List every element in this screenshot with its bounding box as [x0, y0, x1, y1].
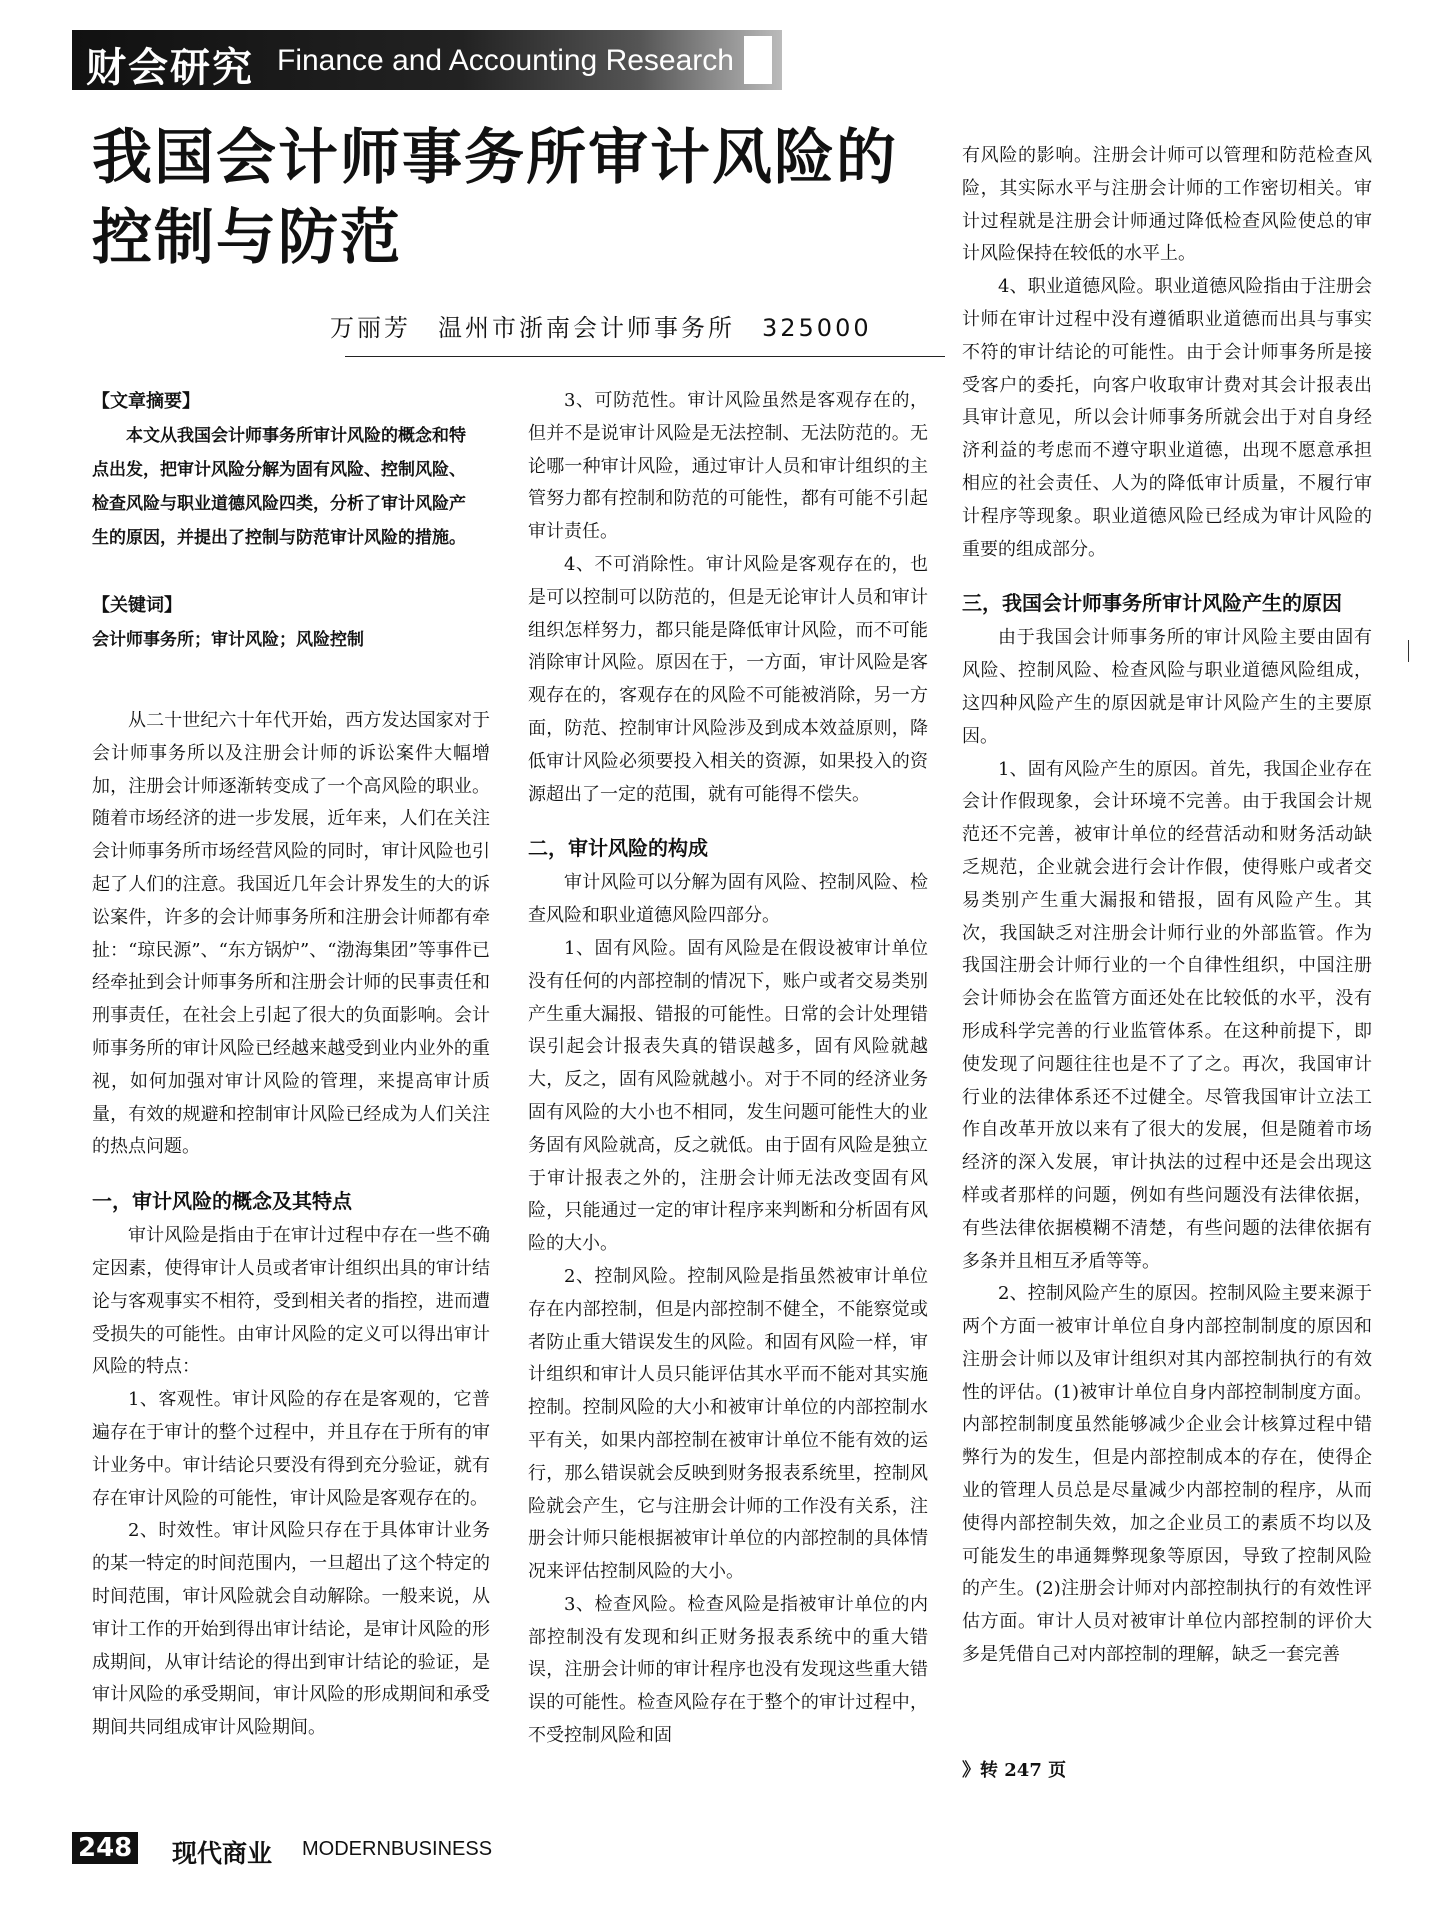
section-heading-3: 三，我国会计师事务所审计风险产生的原因 [962, 591, 1342, 616]
author-byline: 万丽芳 温州市浙南会计师事务所 325000 [330, 314, 872, 342]
continued-on-page-note: 》转 247 页 [962, 1760, 1067, 1781]
column-2 [528, 385, 928, 1753]
intro-paragraph: 从二十世纪六十年代开始，西方发达国家对于会计师事务所以及注册会计师的诉讼案件大幅增加，注册会计师逐渐转变成了一个高风险的职业。随着市场经济的进一步发展，近年来，人们在关注会计师事务所市场经营风险的同时，审计风险也引起了人们的注意。我国近几年会计界发生的大的诉讼案件，许多的会计师事务所和注册会计师都有牵扯：“琼民源”、“东方锅炉”、“渤海集团”等事件已经牵扯到会计师事务所和注册会计师的民事责任和刑事责任，在社会上引起了很大的负面影响。会计师事务所的审计风险已经越来越受到业内业外的重视，如何加强对审计风险的管理，来提高审计质量，有效的规避和控制审计风险已经成为人们关注的热点问题。 [92, 710, 490, 1158]
article-title-line-1: 我国会计师事务所审计风险的 [92, 123, 898, 193]
column-3 [962, 140, 1372, 1672]
keywords: 会计师事务所；审计风险；风险控制 [92, 630, 364, 650]
paragraph: 4、职业道德风险。职业道德风险指由于注册会计师在审计过程中没有遵循职业道德而出具与事实不符的审计结论的可能性。由于会计师事务所是接受客户的委托，向客户收取审计费对其会计报表出具审计意见，所以会计师事务所就会出于对自身经济利益的考虑而不遵守职业道德，出现不愿意承担相应的社会责任、人为的降低审计质量，不履行审计程序等现象。职业道德风险已经成为审计风险的重要的组成部分。 [962, 276, 1372, 560]
paragraph: 审计风险可以分解为固有风险、控制风险、检查风险和职业道德风险四部分。 [528, 872, 928, 927]
paragraph: 2、时效性。审计风险只存在于具体审计业务的某一特定的时间范围内，一旦超出了这个特定的时间范围，审计风险就会自动解除。一般来说，从审计工作的开始到得出审计结论，是审计风险的形成期间，从审计结论的得出到审计结论的验证，是审计风险的承受期间，审计风险的形成期间和承受期间共同组成审计风险期间。 [92, 1520, 490, 1739]
paragraph-continued: 有风险的影响。注册会计师可以管理和防范检查风险，其实际水平与注册会计师的工作密切相关。审计过程就是注册会计师通过降低检查风险使总的审计风险保持在较低的水平上。 [962, 145, 1372, 265]
article-title-line-2: 控制与防范 [92, 203, 402, 273]
section-heading-2: 二，审计风险的构成 [528, 836, 708, 861]
paragraph: 由于我国会计师事务所的审计风险主要由固有风险、控制风险、检查风险与职业道德风险组成，这四种风险产生的原因就是审计风险产生的主要原因。 [962, 627, 1372, 747]
page-number: 248 [72, 1832, 138, 1864]
abstract-text: 本文从我国会计师事务所审计风险的概念和特点出发，把审计风险分解为固有风险、控制风险、检查风险与职业道德风险四类，分析了审计风险产生的原因，并提出了控制与防范审计风险的措施。 [92, 426, 466, 548]
margin-mark [1408, 640, 1409, 662]
magazine-name-cn: 现代商业 [172, 1839, 273, 1868]
journal-section-en: Finance and Accounting Research [277, 44, 734, 77]
paragraph: 1、固有风险。固有风险是在假设被审计单位没有任何的内部控制的情况下，账户或者交易类别产生重大漏报、错报的可能性。日常的会计处理错误引起会计报表失真的错误越多，固有风险就越大，反之，固有风险就越小。对于不同的经济业务固有风险的大小也不相同，发生问题可能性大的业务固有风险就高，反之就低。由于固有风险是独立于审计报表之外的，注册会计师无法改变固有风险，只能通过一定的审计程序来判断和分析固有风险的大小。 [528, 937, 928, 1255]
paragraph: 3、检查风险。检查风险是指被审计单位的内部控制没有发现和纠正财务报表系统中的重大错误，注册会计师的审计程序也没有发现这些重大错误的可能性。检查风险存在于整个的审计过程中，不受控制风险和固 [528, 1593, 928, 1747]
byline-rule [345, 356, 945, 357]
journal-section-cn: 财会研究 [86, 45, 254, 91]
magazine-name-en: MODERNBUSINESS [302, 1838, 493, 1860]
section-heading-1: 一，审计风险的概念及其特点 [92, 1189, 352, 1214]
page-footer [72, 1832, 572, 1868]
paragraph: 2、控制风险产生的原因。控制风险主要来源于两个方面一被审计单位自身内部控制制度的原因和注册会计师以及审计组织对其内部控制执行的有效性的评估。(1)被审计单位自身内部控制制度方面。内部控制制度虽然能够减少企业会计核算过程中错弊行为的发生，但是内部控制成本的存在，使得企业的管理人员总是尽量减少内部控制的程序，从而使得内部控制失效，加之企业员工的素质不均以及可能发生的串通舞弊现象等原因，导致了控制风险的产生。(2)注册会计师对内部控制执行的有效性评估方面。审计人员对被审计单位内部控制的评价大多是凭借自己对内部控制的理解，缺乏一套完善 [962, 1283, 1372, 1666]
keywords-label: 【关键词】 [92, 595, 182, 616]
column-1 [92, 705, 490, 1745]
paragraph: 2、控制风险。控制风险是指虽然被审计单位存在内部控制，但是内部控制不健全，不能察觉或者防止重大错误发生的风险。和固有风险一样，审计组织和审计人员只能评估其水平而不能对其实施控制。控制风险的大小和被审计单位的内部控制水平有关，如果内部控制在被审计单位不能有效的运行，那么错误就会反映到财务报表系统里，控制风险就会产生，它与注册会计师的工作没有关系，注册会计师只能根据被审计单位的内部控制的具体情况来评估控制风险的大小。 [528, 1265, 928, 1583]
paragraph: 4、不可消除性。审计风险是客观存在的，也是可以控制可以防范的，但是无论审计人员和审计组织怎样努力，都只能是降低审计风险，而不可能消除审计风险。原因在于，一方面，审计风险是客观存在的，客观存在的风险不可能被消除，另一方面，防范、控制审计风险涉及到成本效益原则，降低审计风险必须要投入相关的资源，如果投入的资源超出了一定的范围，就有可能得不偿失。 [528, 553, 928, 805]
paragraph: 审计风险是指由于在审计过程中存在一些不确定因素，使得审计人员或者审计组织出具的审计结论与客观事实不相符，受到相关者的指控，进而遭受损失的可能性。由审计风险的定义可以得出审计风险的特点： [92, 1225, 490, 1378]
header-square-mark [744, 36, 772, 84]
paragraph: 3、可防范性。审计风险虽然是客观存在的，但并不是说审计风险是无法控制、无法防范的。无论哪一种审计风险，通过审计人员和审计组织的主管努力都有控制和防范的可能性，都有可能不引起审计责任。 [528, 390, 928, 543]
abstract-label: 【文章摘要】 [92, 391, 200, 412]
abstract-block [92, 385, 482, 657]
journal-header-banner [72, 30, 782, 90]
paragraph: 1、客观性。审计风险的存在是客观的，它普遍存在于审计的整个过程中，并且存在于所有的审计业务中。审计结论只要没有得到充分验证，就有存在审计风险的可能性，审计风险是客观存在的。 [92, 1389, 490, 1509]
paragraph: 1、固有风险产生的原因。首先，我国企业存在会计作假现象，会计环境不完善。由于我国会计规范还不完善，被审计单位的经营活动和财务活动缺乏规范，企业就会进行会计作假，使得账户或者交易类别产生重大漏报和错报，固有风险产生。其次，我国缺乏对注册会计师行业的外部监管。作为我国注册会计师行业的一个自律性组织，中国注册会计师协会在监管方面还处在比较低的水平，没有形成科学完善的行业监管体系。在这种前提下，即使发现了问题往往也是不了了之。再次，我国审计行业的法律体系还不过健全。尽管我国审计立法工作自改革开放以来有了很大的发展，但是随着市场经济的深入发展，审计执法的过程中还是会出现这样或者那样的问题，例如有些问题没有法律依据，有些法律依据模糊不清楚，有些问题的法律依据有多条并且相互矛盾等等。 [962, 758, 1372, 1272]
